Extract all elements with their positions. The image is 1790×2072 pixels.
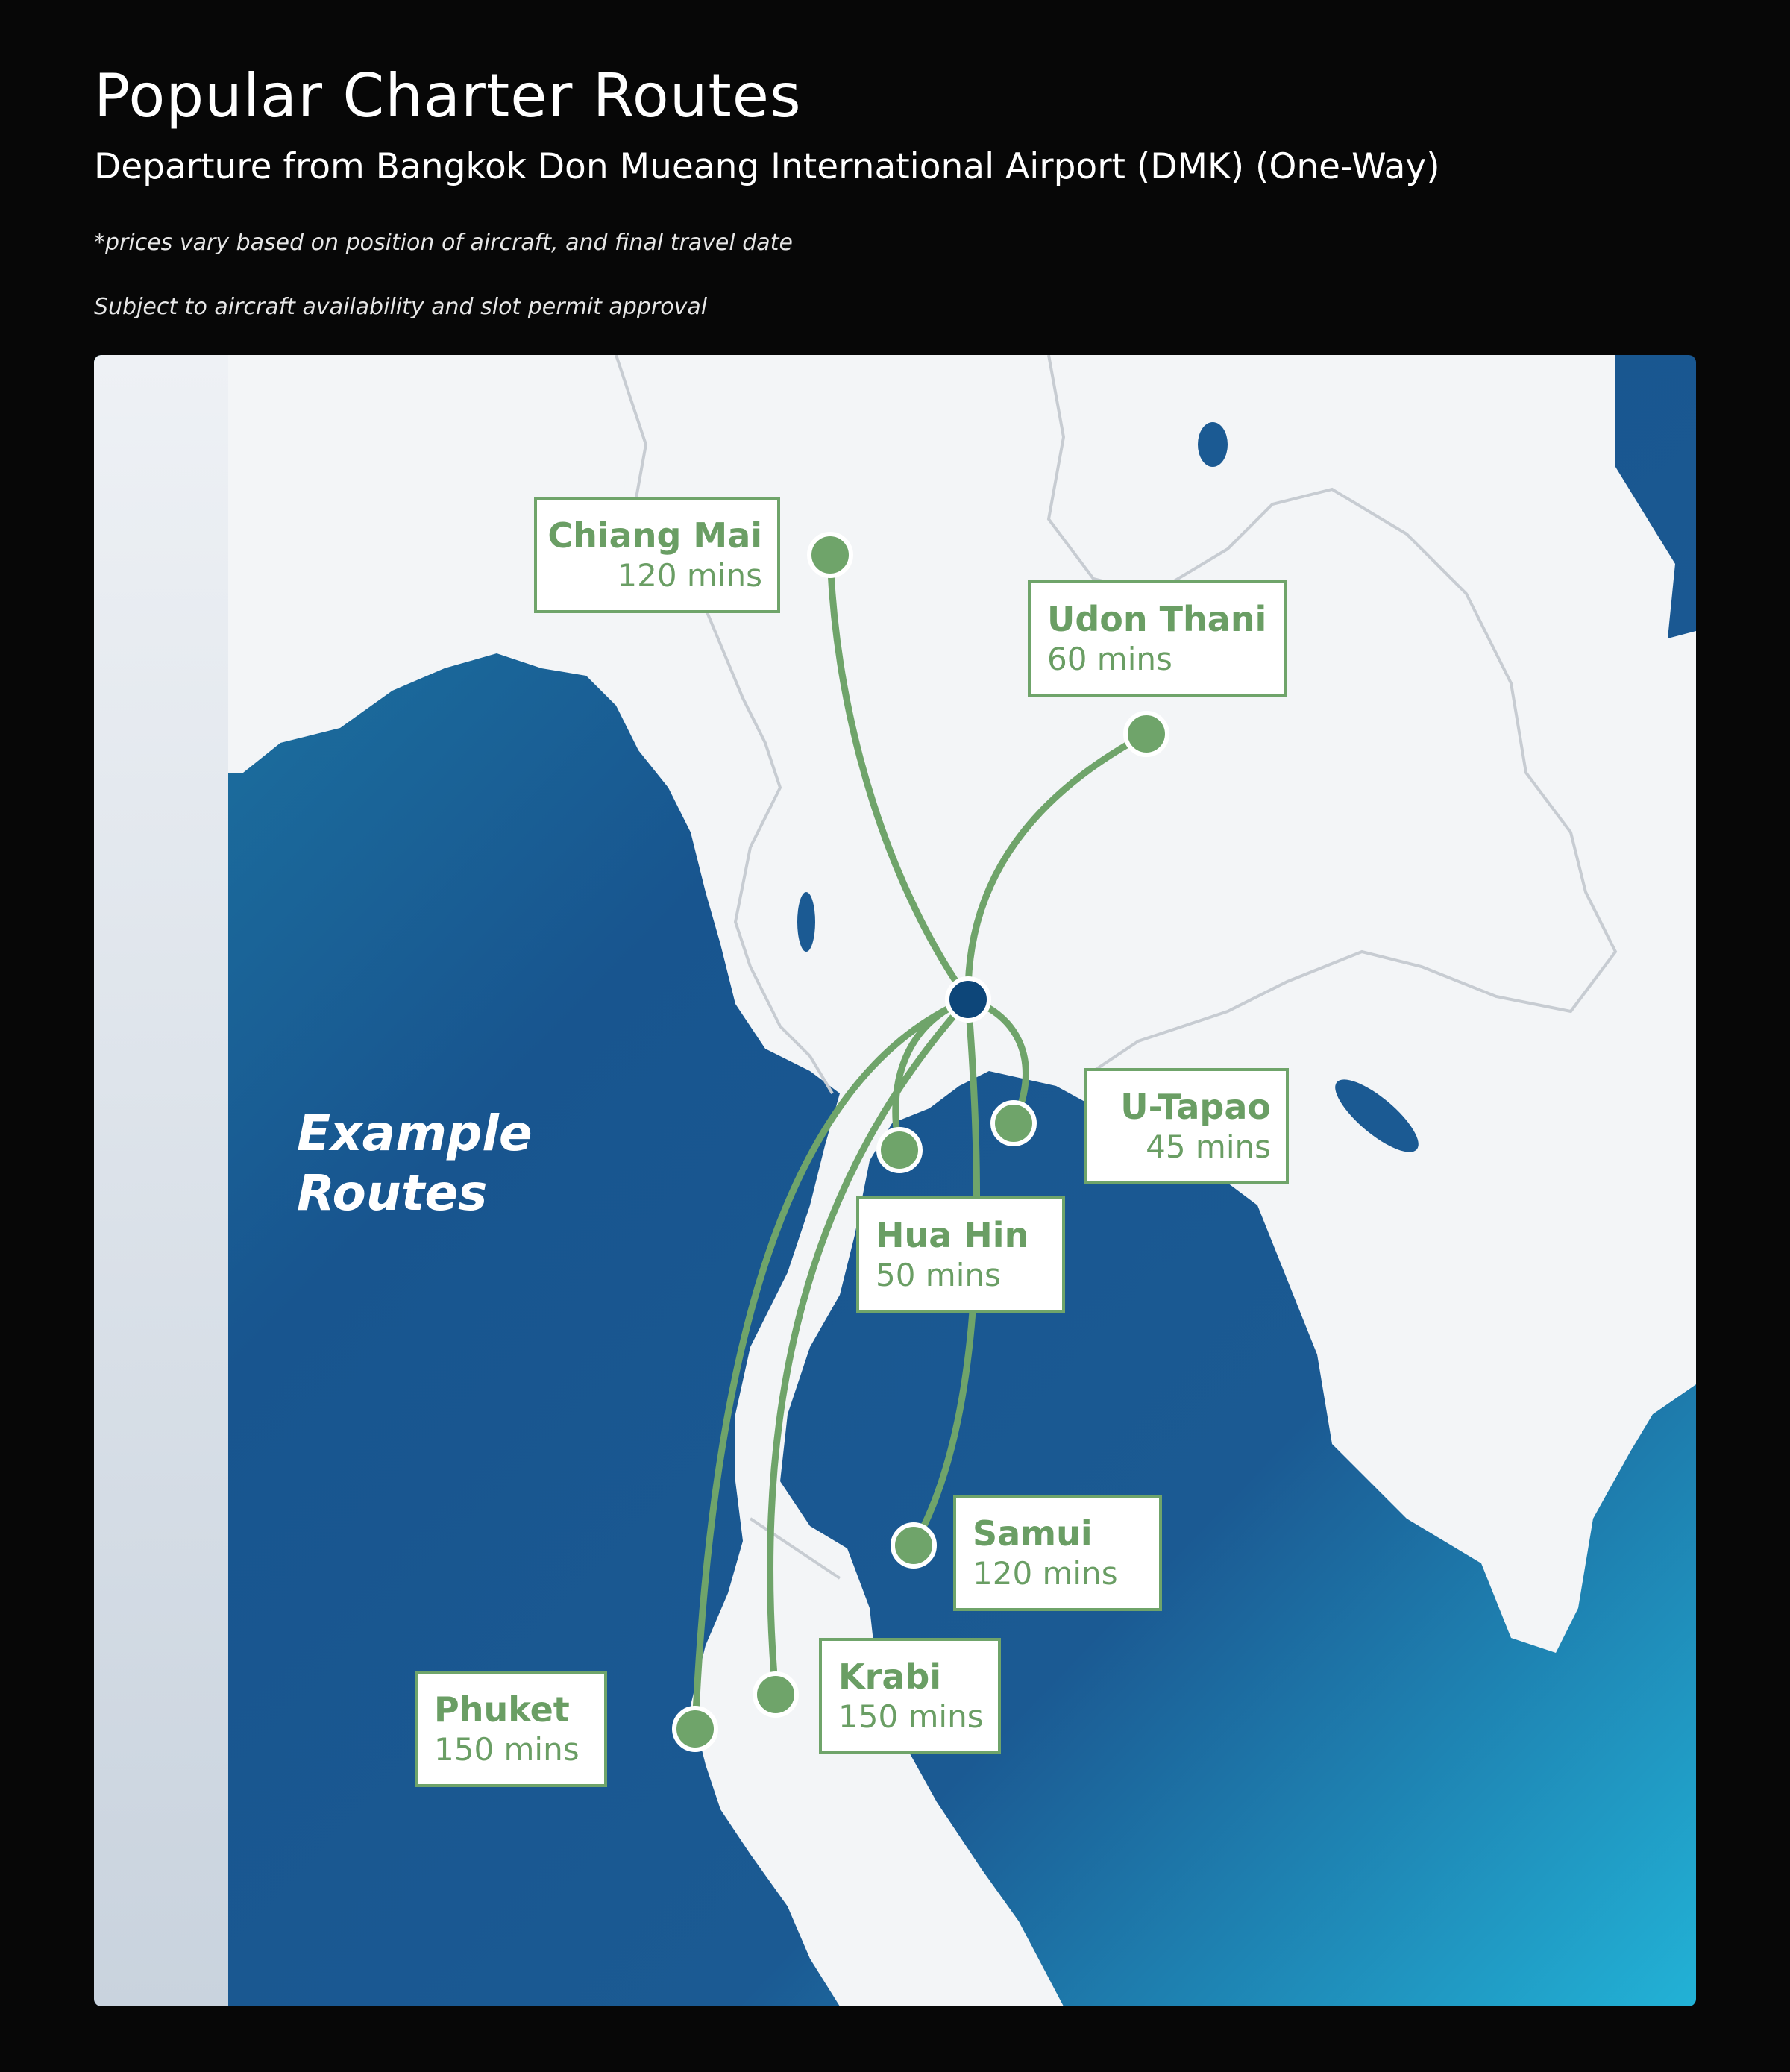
label-time-krabi: 150 mins [838, 1698, 984, 1735]
marker-udon-thani [1125, 713, 1167, 755]
origin-marker-dmk [947, 979, 989, 1020]
label-time-phuket: 150 mins [434, 1731, 580, 1768]
label-name-samui: Samui [973, 1513, 1093, 1554]
label-name-phuket: Phuket [434, 1689, 570, 1730]
marker-krabi [755, 1674, 797, 1715]
left-strip [94, 355, 228, 2006]
prices-note: *prices vary based on position of aircraft, and final travel date [94, 230, 793, 256]
marker-hua-hin [879, 1129, 920, 1171]
marker-chiang-mai [809, 534, 851, 576]
label-time-hua-hin: 50 mins [876, 1257, 1001, 1293]
page-subtitle: Departure from Bangkok Don Mueang International Airport (DMK) (One-Way) [94, 146, 1440, 187]
route-map-canvas [94, 355, 1696, 2006]
label-name-udon-thani: Udon Thani [1047, 599, 1267, 639]
page-title: Popular Charter Routes [94, 61, 802, 131]
marker-u-tapao [993, 1102, 1034, 1144]
label-name-krabi: Krabi [838, 1657, 942, 1697]
label-name-chiang-mai: Chiang Mai [547, 515, 762, 556]
map-heading-line1: Example [297, 1105, 533, 1162]
marker-phuket [674, 1708, 716, 1750]
label-name-u-tapao: U-Tapao [1120, 1087, 1271, 1127]
route-map [94, 355, 1696, 2006]
label-time-u-tapao: 45 mins [1146, 1128, 1271, 1165]
label-time-udon-thani: 60 mins [1047, 641, 1172, 677]
label-name-hua-hin: Hua Hin [876, 1215, 1029, 1255]
map-heading-line2: Routes [297, 1164, 488, 1222]
availability-note: Subject to aircraft availability and slot permit approval [94, 294, 708, 320]
label-time-chiang-mai: 120 mins [617, 557, 762, 594]
label-time-samui: 120 mins [973, 1555, 1118, 1592]
marker-samui [893, 1525, 935, 1566]
